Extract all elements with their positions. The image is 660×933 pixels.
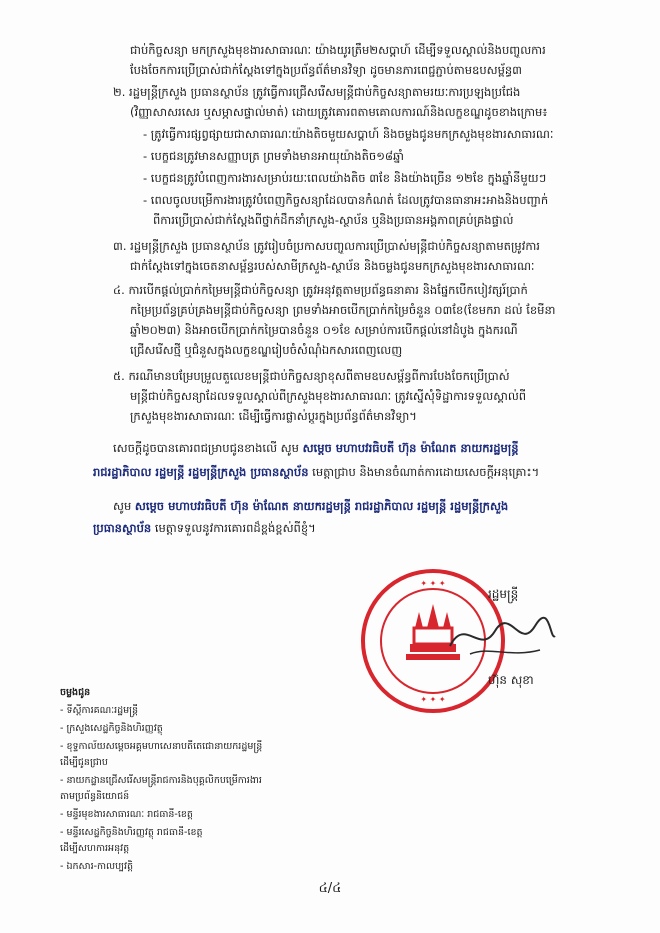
conclusion-suffix: មេត្តាជ្រាប និងមានចំណាត់ការដោយសេចក្តីអនុគ្រោះ។	[312, 465, 540, 479]
body-line-10: ៣. រដ្ឋមន្ត្រីក្រសួង ប្រធានស្ថាប័ន ត្រូវរៀបចំប្រកាសបញ្ចូលការប្រើប្រាស់មន្ត្រីជាប់កិច្ចសន្យាតាមតម្រូវការ	[113, 239, 540, 253]
svg-text:✦ ✦ ✦: ✦ ✦ ✦	[420, 579, 446, 588]
signatory-name: ហ៊ុន សុខា	[488, 673, 534, 687]
cc-item: - ទីស្តីការគណៈរដ្ឋមន្ត្រី	[60, 705, 139, 716]
conclusion-bold-2: រាជរដ្ឋាភិបាល រដ្ឋមន្ត្រី រដ្ឋមន្ត្រីក្រសួង ប្រធានស្ថាប័ន	[93, 465, 309, 479]
cc-heading: ចម្លងជូន	[60, 687, 91, 698]
body-line-4: (វិញ្ញាសាសរសេរ ឬសម្ភាសផ្ទាល់មាត់) ដោយត្រូវគោរពតាមគោលការណ៍និងលក្ខខណ្ឌដូចខាងក្រោម៖	[130, 105, 548, 119]
conclusion-line-2	[93, 464, 623, 480]
closing-bold-2: ប្រធានស្ថាប័ន	[93, 521, 152, 535]
body-line-9: ពីការប្រើប្រាស់ជាក់ស្តែងពីថ្នាក់ដឹកនាំក្រសួង-ស្ថាប័ន ឬនិងប្រធានអង្គភាពគ្រប់គ្រងផ្ទាល់	[153, 213, 514, 227]
closing-bold-1: សម្តេច មហាបវរធិបតី ហ៊ុន ម៉ាណែត នាយករដ្ឋមន្ត្រី រាជរដ្ឋាភិបាល រដ្ឋមន្ត្រី រដ្ឋមន្ត្រីក្រសួង	[134, 499, 509, 513]
body-line-17: មន្ត្រីជាប់កិច្ចសន្យាដែលទទួលស្គាល់ពីក្រសួងមុខងារសាធារណៈ ត្រូវស្នើសុំទិដ្ឋាការទទួលស្គាល់ពី	[130, 389, 527, 403]
page-number: ៤/៤	[318, 881, 342, 896]
body-line-12: ៤. ការបើកផ្តល់ប្រាក់កម្រៃមន្ត្រីជាប់កិច្ចសន្យា ត្រូវអនុវត្តតាមប្រព័ន្ធធនាគារ និងផ្នែកបើកបៀវត្សរ៍ប្រាក់	[113, 283, 528, 297]
cc-item: - មន្ទីរសេដ្ឋកិច្ចនិងហិរញ្ញវត្ថុ រាជធានី-ខេត្ត	[60, 827, 203, 838]
closing-suffix: មេត្តាទទួលនូវការគោរពដ៏ខ្ពង់ខ្ពស់ពីខ្ញុំ។	[154, 521, 316, 535]
conclusion-prefix: សេចក្តីដូចបានគោរពជម្រាបជូនខាងលើ សូម	[113, 441, 299, 455]
body-line-1: ជាប់កិច្ចសន្យា មកក្រសួងមុខងារសាធារណៈ យ៉ាងយូរត្រឹម២សប្តាហ៍ ដើម្បីទទួលស្គាល់និងបញ្ចូលការ	[130, 43, 546, 57]
cc-item: - ក្រសួងសេដ្ឋកិច្ចនិងហិរញ្ញវត្ថុ	[60, 723, 163, 734]
body-line-3: ២. រដ្ឋមន្ត្រីក្រសួង ប្រធានស្ថាប័ន ត្រូវធ្វើការជ្រើសរើសមន្ត្រីជាប់កិច្ចសន្យាតាមរយៈការប្រឡងប្រជែង	[113, 85, 521, 99]
cc-item: - នាយកដ្ឋានជ្រើសរើសមន្ត្រីរាជការនិងបុគ្គលិកបម្រើការងារ	[60, 775, 262, 786]
cc-item: - ឯកសារ-កាលប្បវត្តិ	[60, 861, 134, 872]
body-line-13: កម្រៃប្រព័ន្ធគ្រប់គ្រងមន្ត្រីជាប់កិច្ចសន្យា ព្រមទាំងអាចបើកប្រាក់កម្រៃចំនួន ០៣ខែ(ខែមករា ដល់ ខែមីនា	[130, 303, 556, 317]
cc-item: - ខុទ្ទកាល័យសម្តេចអគ្គមហាសេនាបតីតេជោនាយករដ្ឋមន្ត្រី	[60, 741, 263, 752]
closing-prefix: សូម	[113, 499, 132, 513]
closing-line-1	[113, 498, 623, 514]
body-line-8: - ពេលចូលបម្រើការងារត្រូវបំពេញកិច្ចសន្យាដែលបានកំណត់ ដែលត្រូវបានធានាអះអាងនិងបញ្ជាក់	[143, 193, 549, 207]
conclusion-line-1	[113, 440, 623, 456]
body-line-16: ៥. ករណីមានបម្រែបម្រួលតួលេខមន្ត្រីជាប់កិច្ចសន្យាខុសពីតាមឧបសម្ព័ន្ធពីការបែងចែកប្រើប្រាស់	[113, 369, 510, 383]
body-line-11: ជាក់ស្តែងទៅក្នុងចេតនាសម្ព័ន្ធរបស់សាមីក្រសួង-ស្ថាប័ន និងចម្លងជូនមកក្រសួងមុខងារសាធារណៈ	[130, 259, 535, 273]
svg-text:✦ ✦ ✦: ✦ ✦ ✦	[420, 695, 446, 704]
body-line-2: បែងចែកការប្រើប្រាស់ជាក់ស្តែងទៅក្នុងប្រព័ន្ធព័ត៌មានវិទ្យា ដូចមានភារពេជ្ជភ្ជាប់តាមឧបសម្ព័ន្ធ៣	[130, 63, 523, 77]
conclusion-bold-1: សម្តេច មហាបវរធិបតី ហ៊ុន ម៉ាណែត នាយករដ្ឋមន្ត្រី	[302, 441, 519, 455]
body-line-7: - បេក្ខជនត្រូវបំពេញការងារសម្រាប់រយៈពេលយ៉ាងតិច ៣ខែ និងយ៉ាងច្រើន ១២ខែ ក្នុងឆ្នាំនីមួយៗ	[143, 171, 547, 185]
body-line-18: ក្រសួងមុខងារសាធារណៈ ដើម្បីធ្វើការផ្លាស់ប្តូរក្នុងប្រព័ន្ធព័ត៌មានវិទ្យា។	[130, 409, 417, 423]
body-line-6: - បេក្ខជនត្រូវមានសញ្ញាបត្រ ព្រមទាំងមានអាយុយ៉ាងតិច១៨ឆ្នាំ	[143, 149, 405, 163]
signature-icon	[440, 606, 560, 666]
cc-item: តាមប្រព័ន្ធនិយោជន៍	[60, 791, 130, 802]
signatory-title: រដ្ឋមន្ត្រី	[488, 587, 519, 601]
body-line-14: ឆ្នាំ២០២៣) និងអាចបើកប្រាក់កម្រៃបានចំនួន ០១ខែ សម្រាប់ការបើកផ្តល់នៅដំបូង ក្នុងករណី	[130, 323, 518, 337]
cc-item: - មន្ទីរមុខងារសាធារណៈ រាជធានី-ខេត្ត	[60, 809, 193, 820]
closing-line-2	[93, 520, 623, 536]
cc-item: ដើម្បីសហការអនុវត្ត	[60, 843, 130, 854]
body-line-15: ជ្រើសរើសថ្មី ឬជំនួសក្នុងលក្ខខណ្ឌរៀបចំសំណុំឯកសារពេញលេញ	[130, 343, 403, 357]
cc-item: ដើម្បីជូនជ្រាប	[60, 757, 108, 768]
body-line-5: - ត្រូវធ្វើការផ្សព្វផ្សាយជាសាធារណៈយ៉ាងតិចមួយសប្តាហ៍ និងចម្លងជូនមកក្រសួងមុខងារសាធារណៈ	[143, 127, 554, 141]
